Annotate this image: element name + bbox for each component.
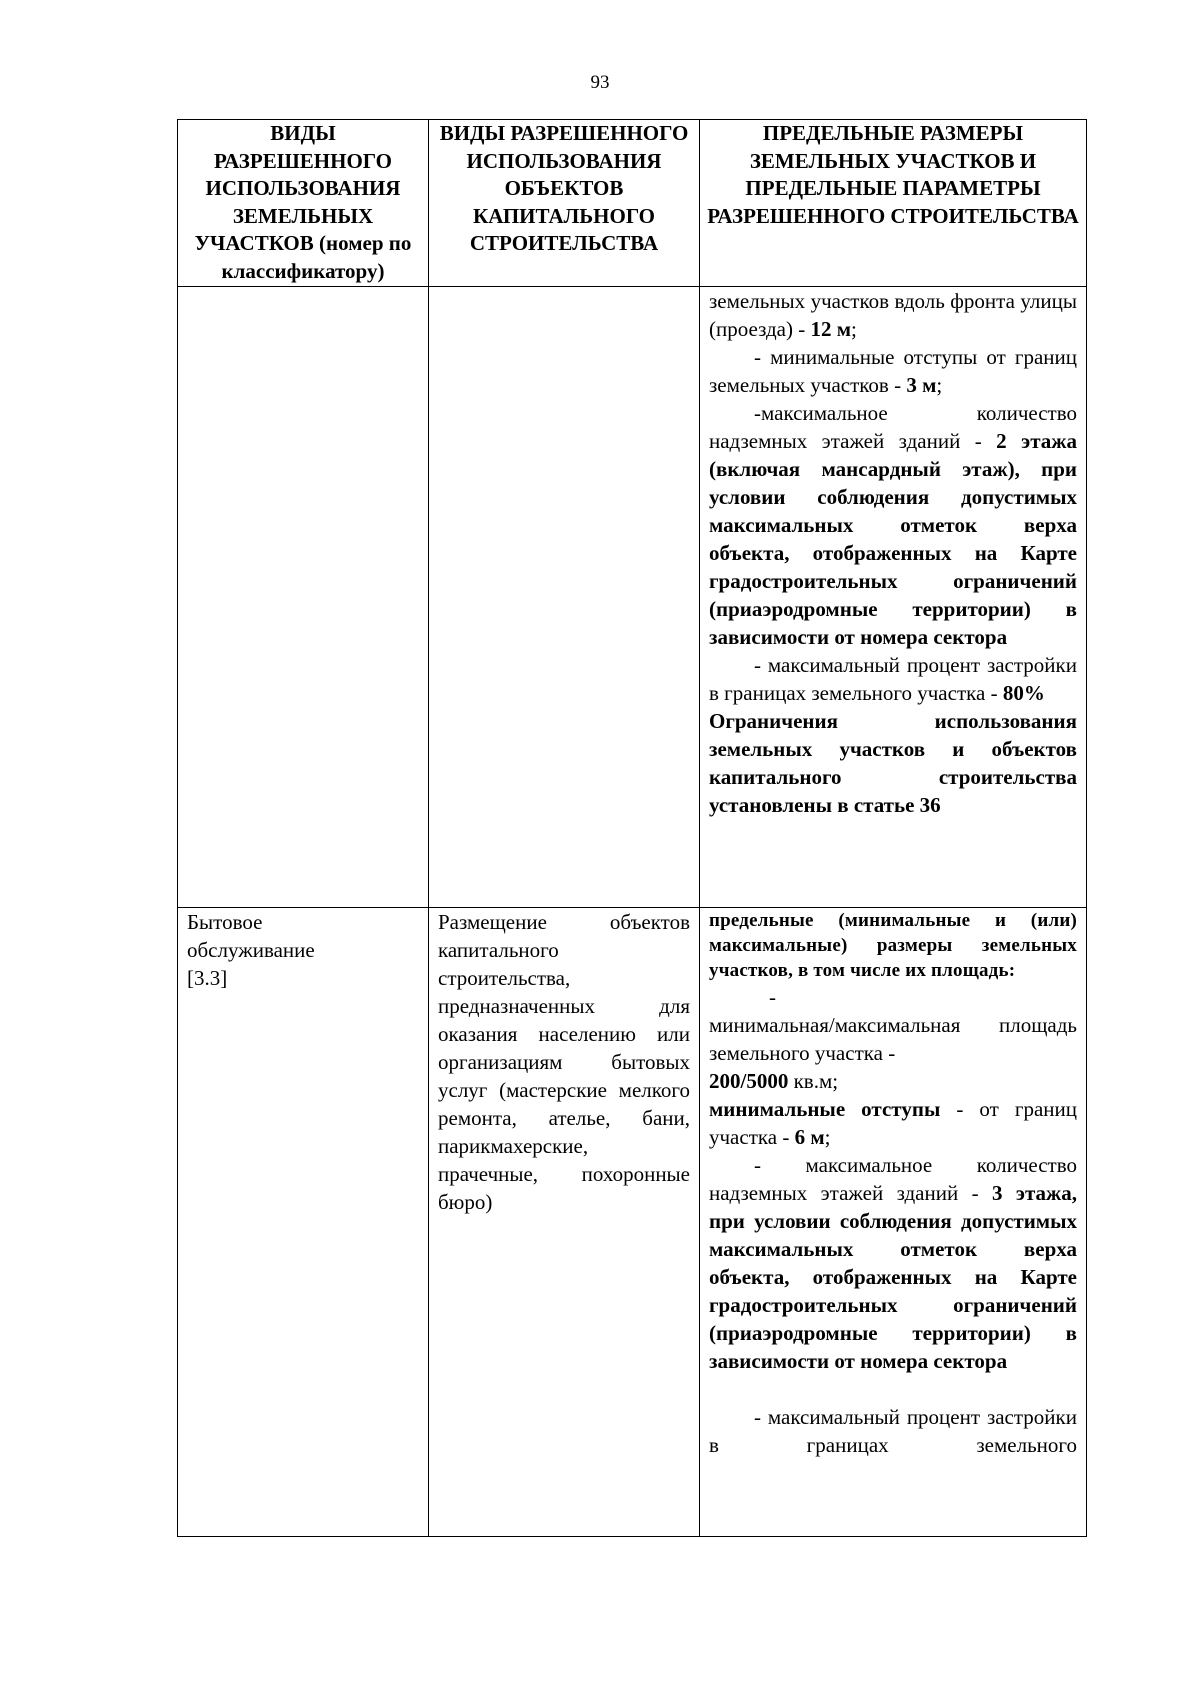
row2-land-use-cell bbox=[178, 908, 429, 1537]
header-land-use-types: ВИДЫ РАЗРЕШЕННОГО ИСПОЛЬЗОВАНИЯ ЗЕМЕЛЬНЫХ УЧАСТКОВ (номер по классификатору) bbox=[178, 120, 429, 287]
area-paragraph bbox=[709, 1011, 1077, 1095]
min-setback-label: минимальные отступы bbox=[709, 1097, 941, 1121]
row1-land-use-cell bbox=[178, 287, 429, 908]
header-capital-construction-use-types: ВИДЫ РАЗРЕШЕННОГО ИСПОЛЬЗОВАНИЯ ОБЪЕКТОВ КАПИТАЛЬНОГО СТРОИТЕЛЬСТВА bbox=[429, 120, 700, 287]
frontage-width-paragraph bbox=[709, 287, 1077, 343]
table-row bbox=[178, 287, 1087, 908]
frontage-text: земельных участков вдоль фронта улицы (проезда) - bbox=[709, 289, 1077, 341]
table-row bbox=[178, 908, 1087, 1537]
frontage-end: ; bbox=[851, 317, 857, 341]
table-header-row bbox=[178, 120, 1087, 287]
blank-line bbox=[709, 1375, 1077, 1403]
setback-value: 3 м bbox=[901, 373, 937, 397]
row1-object-use-cell bbox=[429, 287, 700, 908]
row2-parameters-cell bbox=[700, 908, 1087, 1537]
floors-paragraph bbox=[709, 399, 1077, 651]
floors-value: 2 этажа (включая мансардный этаж), при условии соблюдения допустимых максимальных отметок верха объекта, отображенных на Карте градостроительных ограничений (приаэродромные территории) в зависимости от номера сектора bbox=[709, 429, 1077, 649]
object-use-description: Размещение объектов капитального строительства, предназначенных для оказания населению или организациям бытовых услуг (мастерские мелкого ремонта, ателье, бани, парикмахерские, прачечные, похоронные бюро) bbox=[438, 910, 690, 1214]
area-dash: - bbox=[769, 985, 776, 1009]
min-setback-text: - от границ участка - bbox=[709, 1097, 1077, 1149]
min-setback-end: ; bbox=[824, 1125, 831, 1149]
max-floors-paragraph bbox=[709, 1151, 1077, 1375]
frontage-value: 12 м bbox=[805, 317, 852, 341]
classifier-code: [3.3] bbox=[187, 966, 228, 990]
setback-end: ; bbox=[936, 373, 943, 397]
plot-size-heading: предельные (минимальные и (или) максимальные) размеры земельных участков, в том числе их площадь: bbox=[709, 910, 1077, 981]
coverage-text: - максимальный процент застройки в границах земельного участка - bbox=[709, 653, 1077, 705]
header-limit-parameters: ПРЕДЕЛЬНЫЕ РАЗМЕРЫ ЗЕМЕЛЬНЫХ УЧАСТКОВ И ПРЕДЕЛЬНЫЕ ПАРАМЕТРЫ РАЗРЕШЕННОГО СТРОИТЕЛЬСТВА bbox=[700, 120, 1087, 287]
coverage-paragraph bbox=[709, 651, 1077, 707]
page-number: 93 bbox=[590, 72, 610, 93]
min-setback-value: 6 м bbox=[789, 1125, 825, 1149]
coverage-value: 80% bbox=[997, 681, 1045, 705]
area-unit: кв.м; bbox=[788, 1069, 839, 1093]
max-floors-text: - максимальное количество надземных этажей зданий - bbox=[709, 1153, 1077, 1205]
area-text: минимальная/максимальная площадь земельного участка - bbox=[709, 1013, 1077, 1065]
restrictions-paragraph: Ограничения использования земельных участков и объектов капитального строительства установлены в статье 36 bbox=[709, 709, 1077, 817]
row2-object-use-cell bbox=[429, 908, 700, 1537]
zoning-table bbox=[177, 119, 1087, 1537]
row1-parameters-cell bbox=[700, 287, 1087, 908]
min-setback-paragraph bbox=[709, 1095, 1077, 1151]
area-value: 200/5000 bbox=[709, 1069, 789, 1093]
setback-text: - минимальные отступы от границ земельных участков - bbox=[709, 345, 1077, 397]
setback-paragraph bbox=[709, 343, 1077, 399]
max-floors-value: 3 этажа, при условии соблюдения допустимых максимальных отметок верха объекта, отображенных на Карте градостроительных ограничений (приаэродромные территории) в зависимости от номера сектора bbox=[709, 1181, 1078, 1373]
land-use-name: Бытовое обслуживание bbox=[187, 910, 315, 962]
floors-text: -максимальное количество надземных этажей зданий - bbox=[709, 401, 1077, 453]
max-coverage-paragraph: - максимальный процент застройки в границах земельного bbox=[709, 1405, 1077, 1457]
